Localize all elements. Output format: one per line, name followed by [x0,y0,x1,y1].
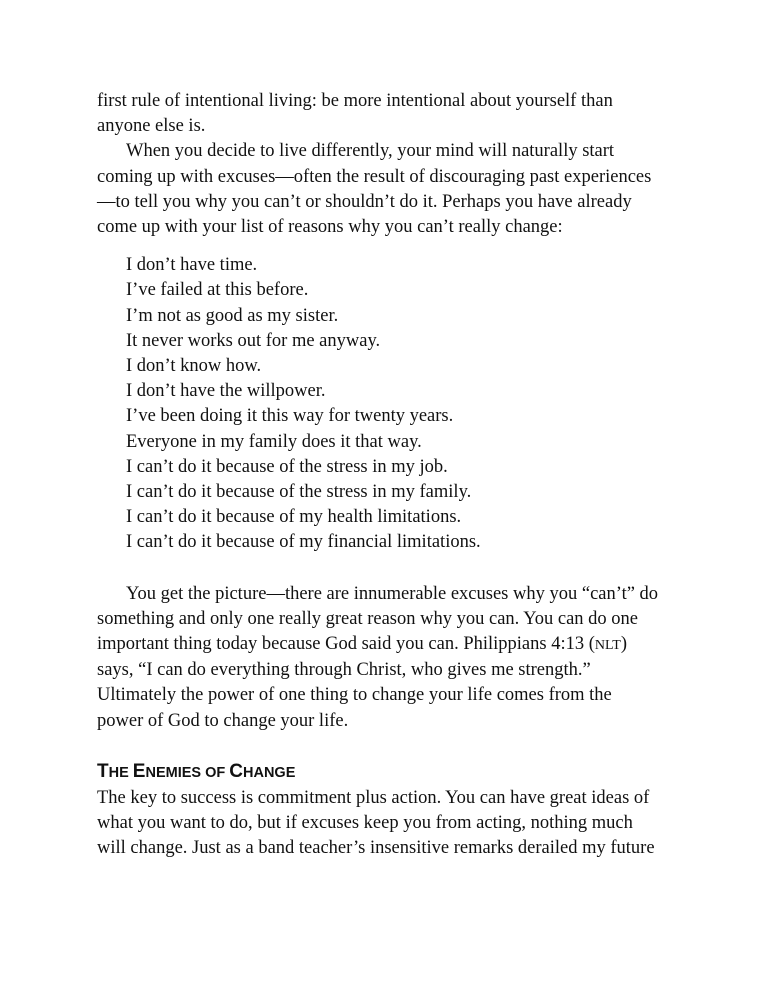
heading-small-caps: HANGE [243,764,296,781]
text-line: anyone else is. [97,116,206,137]
paragraph-3 [97,582,677,734]
excuse-item: It never works out for me anyway. [126,330,381,351]
citation-close: ) [620,634,627,655]
book-page [97,89,677,861]
text-line: coming up with excuses—often the result of discouraging past experiences [97,166,652,187]
excuse-item: I don’t have time. [126,255,258,276]
heading-cap: C [229,760,243,782]
text-line: something and only one really great reason why you can. You can do one [97,608,638,629]
excuse-item: I can’t do it because of the stress in my job. [126,456,448,477]
excuse-item: I’ve failed at this before. [126,280,309,301]
heading-small-caps: NEMIES OF [145,764,230,781]
heading-cap: E [132,760,146,782]
paragraph-4 [97,786,677,862]
text-line: When you decide to live differently, your mind will naturally start [126,141,615,162]
paragraph-2 [97,139,677,240]
text-line: what you want to do, but if excuses keep you from acting, nothing much [97,813,633,834]
text-line: You get the picture—there are innumerable excuses why you “can’t” do [126,583,659,604]
text-line: first rule of intentional living: be more intentional about yourself than [97,91,613,111]
text-line: says, “I can do everything through Christ, who gives me strength.” [97,660,591,681]
excuse-item: I can’t do it because of my health limitations. [126,507,462,528]
text-line: —to tell you why you can’t or shouldn’t do it. Perhaps you have already [97,191,632,212]
text-line: Ultimately the power of one thing to change your life comes from the [97,685,612,706]
excuse-item: I don’t have the willpower. [126,381,326,402]
paragraph-1 [97,89,677,139]
excuse-item: I don’t know how. [126,356,262,377]
excuse-item: I’ve been doing it this way for twenty years. [126,406,454,427]
text-line [97,632,677,658]
excuse-item: Everyone in my family does it that way. [126,431,422,452]
excuse-list [97,253,677,555]
heading-cap: T [97,760,109,782]
text-line: will change. Just as a band teacher’s insensitive remarks derailed my future [97,838,655,859]
text-span: important thing today because God said you can. Philippians 4:13 ( [97,634,595,655]
text-line: come up with your list of reasons why you can’t really change: [97,217,563,238]
bible-version-citation: NLT [594,638,621,654]
excuse-item: I can’t do it because of my financial limitations. [126,532,481,553]
section-heading [97,759,677,786]
text-line: power of God to change your life. [97,710,349,731]
excuse-item: I’m not as good as my sister. [126,305,339,326]
excuse-item: I can’t do it because of the stress in my family. [126,482,472,503]
heading-small-caps: HE [108,764,133,781]
text-line: The key to success is commitment plus action. You can have great ideas of [97,787,650,808]
